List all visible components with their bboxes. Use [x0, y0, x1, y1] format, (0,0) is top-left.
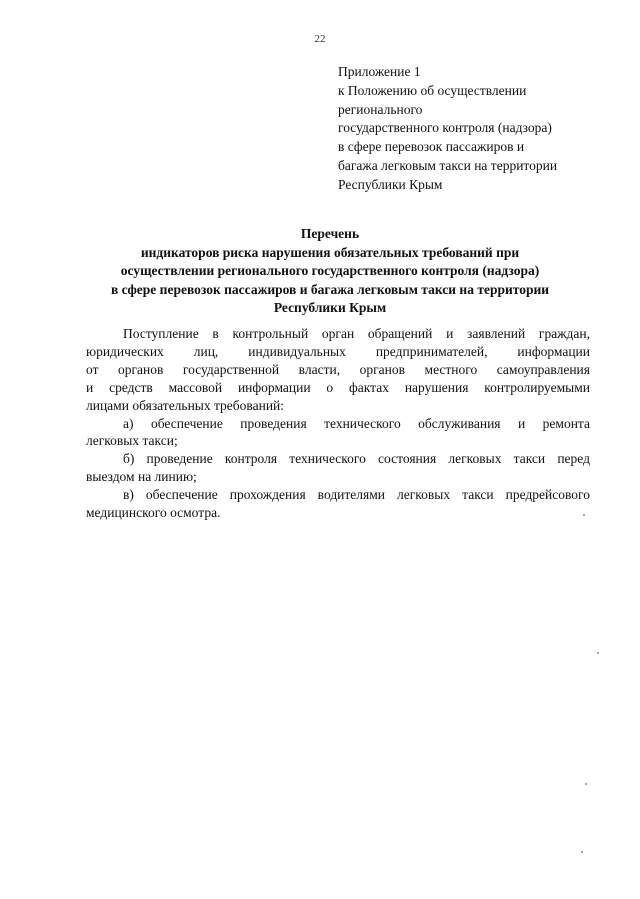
scan-speck	[597, 652, 599, 654]
intro-line: и средств массовой информации о фактах нарушения контролируемыми	[86, 379, 590, 395]
appendix-line: государственного контроля (надзора)	[338, 120, 552, 136]
item-c-line: медицинского осмотра.	[86, 505, 221, 521]
appendix-line: в сфере перевозок пассажиров и	[338, 139, 525, 155]
heading-title: Перечень	[300, 226, 360, 241]
list-item-c	[86, 486, 590, 522]
appendix-line: к Положению об осуществлении	[338, 82, 527, 98]
list-item-a	[86, 415, 590, 451]
item-a-line: а) обеспечение проведения технического обслуживания и ремонта	[123, 415, 590, 431]
scan-speck	[581, 851, 583, 853]
scan-speck	[583, 514, 585, 516]
heading-line: Республики Крым	[273, 300, 387, 315]
page-number: 22	[314, 33, 326, 45]
appendix-line: Республики Крым	[338, 176, 443, 192]
appendix-line: Приложение 1	[338, 64, 421, 79]
heading-line: в сфере перевозок пассажиров и багажа легковым такси на территории	[110, 281, 550, 297]
intro-paragraph	[86, 325, 590, 415]
intro-line: лицами обязательных требований:	[86, 397, 285, 413]
intro-line: от органов государственной власти, органов местного самоуправления	[86, 361, 590, 377]
intro-line: юридических лиц, индивидуальных предпринимателей, информации	[86, 343, 590, 359]
appendix-line: багажа легковым такси на территории	[338, 157, 558, 173]
document-heading	[60, 225, 600, 318]
item-a-line: легковых такси;	[86, 433, 178, 449]
appendix-line: регионального	[338, 101, 423, 117]
item-c-line: в) обеспечение прохождения водителями легковых такси предрейсового	[123, 487, 590, 503]
scan-speck	[585, 783, 587, 785]
item-b-line: б) проведение контроля технического состояния легковых такси перед	[123, 451, 590, 467]
item-b-line: выездом на линию;	[86, 469, 197, 485]
appendix-reference	[338, 63, 608, 195]
heading-line: осуществлении регионального государственного контроля (надзора)	[120, 263, 540, 278]
intro-line: Поступление в контрольный орган обращений и заявлений граждан,	[123, 326, 590, 341]
heading-line: индикаторов риска нарушения обязательных требований при	[140, 244, 520, 260]
document-body	[86, 325, 590, 522]
list-item-b	[86, 450, 590, 486]
